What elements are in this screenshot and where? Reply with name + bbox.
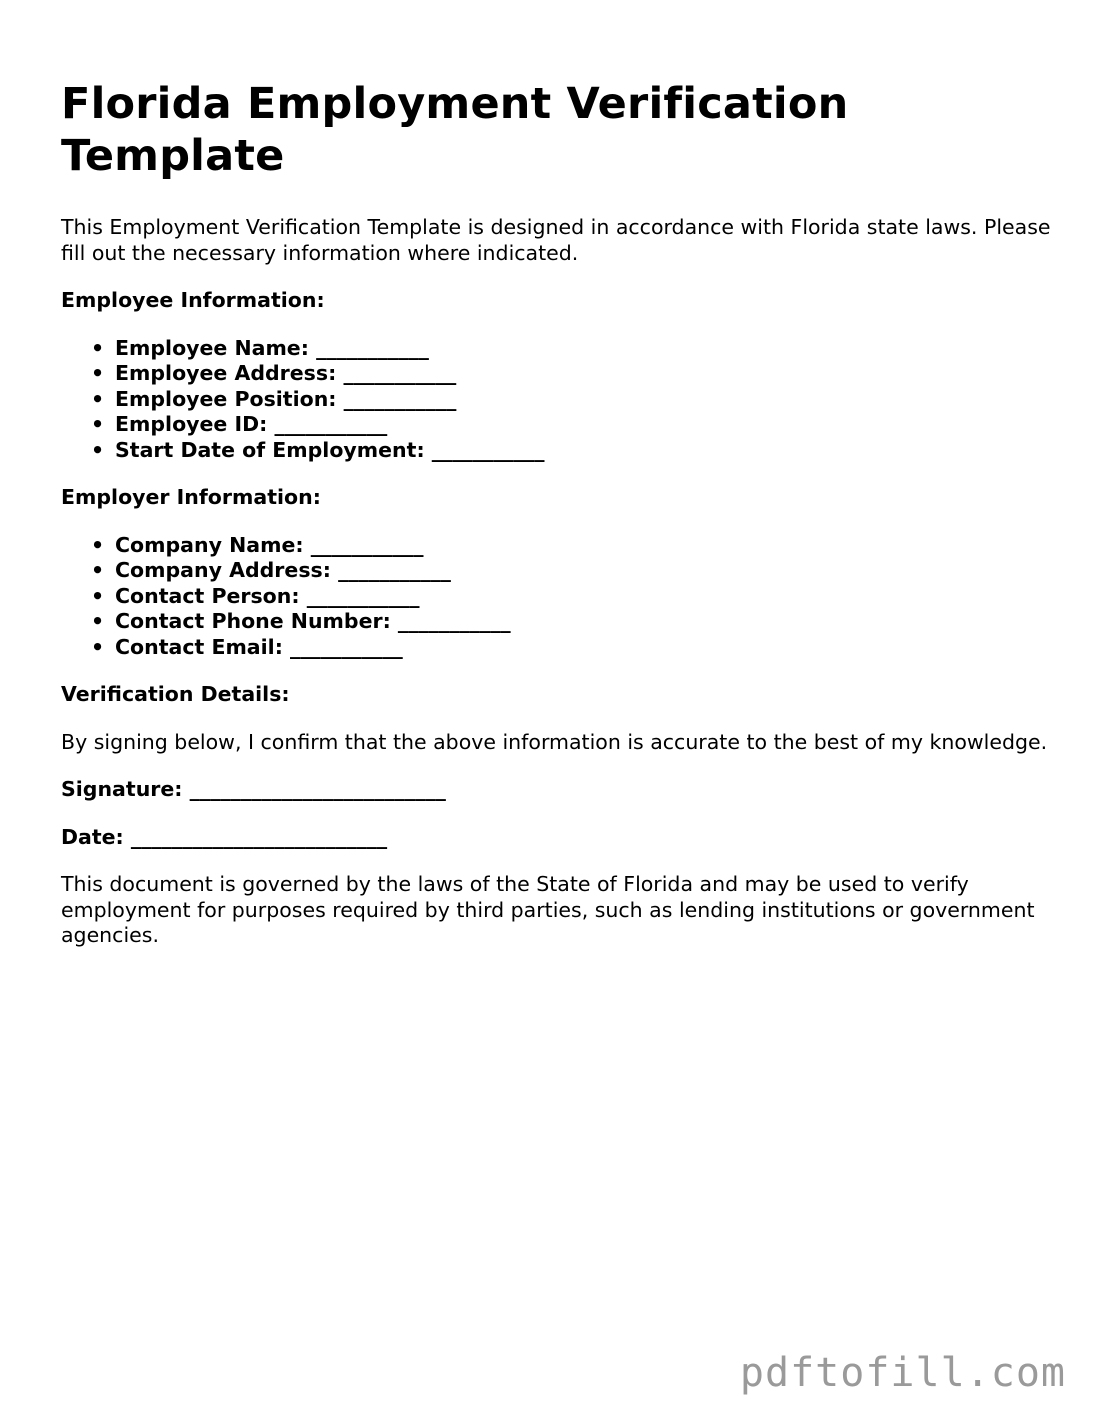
signature-blank[interactable]: _________________________ — [189, 777, 446, 801]
contact-person-field[interactable] — [91, 583, 1051, 610]
employer-field-list — [61, 533, 1051, 661]
company-address-field[interactable] — [91, 558, 1051, 584]
employee-address-field[interactable] — [91, 361, 1051, 387]
bullet-icon: • — [91, 583, 105, 608]
field-label: Employee Address: — [115, 361, 337, 385]
field-label: Contact Person: — [115, 583, 300, 608]
field-label: Contact Phone Number: — [115, 609, 391, 633]
signature-field[interactable] — [61, 777, 1051, 803]
fill-blank[interactable]: ___________ — [431, 437, 545, 462]
fill-blank[interactable]: ___________ — [274, 412, 388, 436]
field-label: Contact Email: — [115, 634, 283, 659]
fill-blank[interactable]: ___________ — [310, 532, 424, 557]
employee-position-field[interactable] — [91, 386, 1051, 413]
field-label: Company Address: — [115, 558, 331, 582]
field-label: Company Name: — [115, 532, 304, 557]
start-date-field[interactable] — [91, 437, 1051, 464]
field-label: Employee ID: — [115, 412, 268, 436]
closing-paragraph: This document is governed by the laws of the State of Florida and may be used to verify employment for purposes required by third parties, such as lending institutions or government agencies. — [61, 872, 1035, 947]
employee-id-field[interactable] — [91, 412, 1051, 438]
bullet-icon: • — [91, 558, 105, 582]
employer-section-heading: Employer Information: — [61, 485, 321, 509]
field-label: Employee Name: — [115, 335, 309, 360]
page-title: Florida Employment Verification Template — [61, 79, 849, 181]
fill-blank[interactable]: ___________ — [343, 361, 457, 385]
fill-blank[interactable]: ___________ — [306, 583, 420, 608]
employee-section-heading: Employee Information: — [61, 288, 325, 312]
fill-blank[interactable]: ___________ — [343, 386, 457, 411]
fill-blank[interactable]: ___________ — [316, 335, 429, 360]
bullet-icon: • — [91, 437, 105, 462]
intro-paragraph: This Employment Verification Template is designed in accordance with Florida state laws. Please fill out the necessary information where indicated. — [61, 215, 1051, 265]
company-name-field[interactable] — [91, 532, 1051, 559]
field-label: Start Date of Employment: — [115, 437, 425, 462]
signature-label: Signature: — [61, 777, 183, 801]
bullet-icon: • — [91, 532, 105, 557]
contact-phone-field[interactable] — [91, 609, 1051, 635]
date-label: Date: — [61, 824, 124, 849]
date-blank[interactable]: _________________________ — [130, 824, 388, 849]
bullet-icon: • — [91, 335, 105, 360]
verification-statement: By signing below, I confirm that the above information is accurate to the best of my knowledge. — [61, 729, 1048, 754]
bullet-icon: • — [91, 361, 105, 385]
bullet-icon: • — [91, 634, 105, 659]
document-page — [61, 78, 1051, 949]
fill-blank[interactable]: ___________ — [397, 609, 511, 633]
fill-blank[interactable]: ___________ — [290, 634, 403, 659]
bullet-icon: • — [91, 412, 105, 436]
watermark-logo: pdftofill.com — [739, 1350, 1066, 1396]
bullet-icon: • — [91, 386, 105, 411]
contact-email-field[interactable] — [91, 634, 1051, 661]
employee-name-field[interactable] — [91, 335, 1051, 362]
date-field[interactable] — [61, 825, 1051, 851]
fill-blank[interactable]: ___________ — [338, 558, 451, 582]
employee-field-list — [61, 336, 1051, 464]
bullet-icon: • — [91, 609, 105, 633]
verification-section-heading: Verification Details: — [61, 682, 290, 706]
field-label: Employee Position: — [115, 386, 337, 411]
